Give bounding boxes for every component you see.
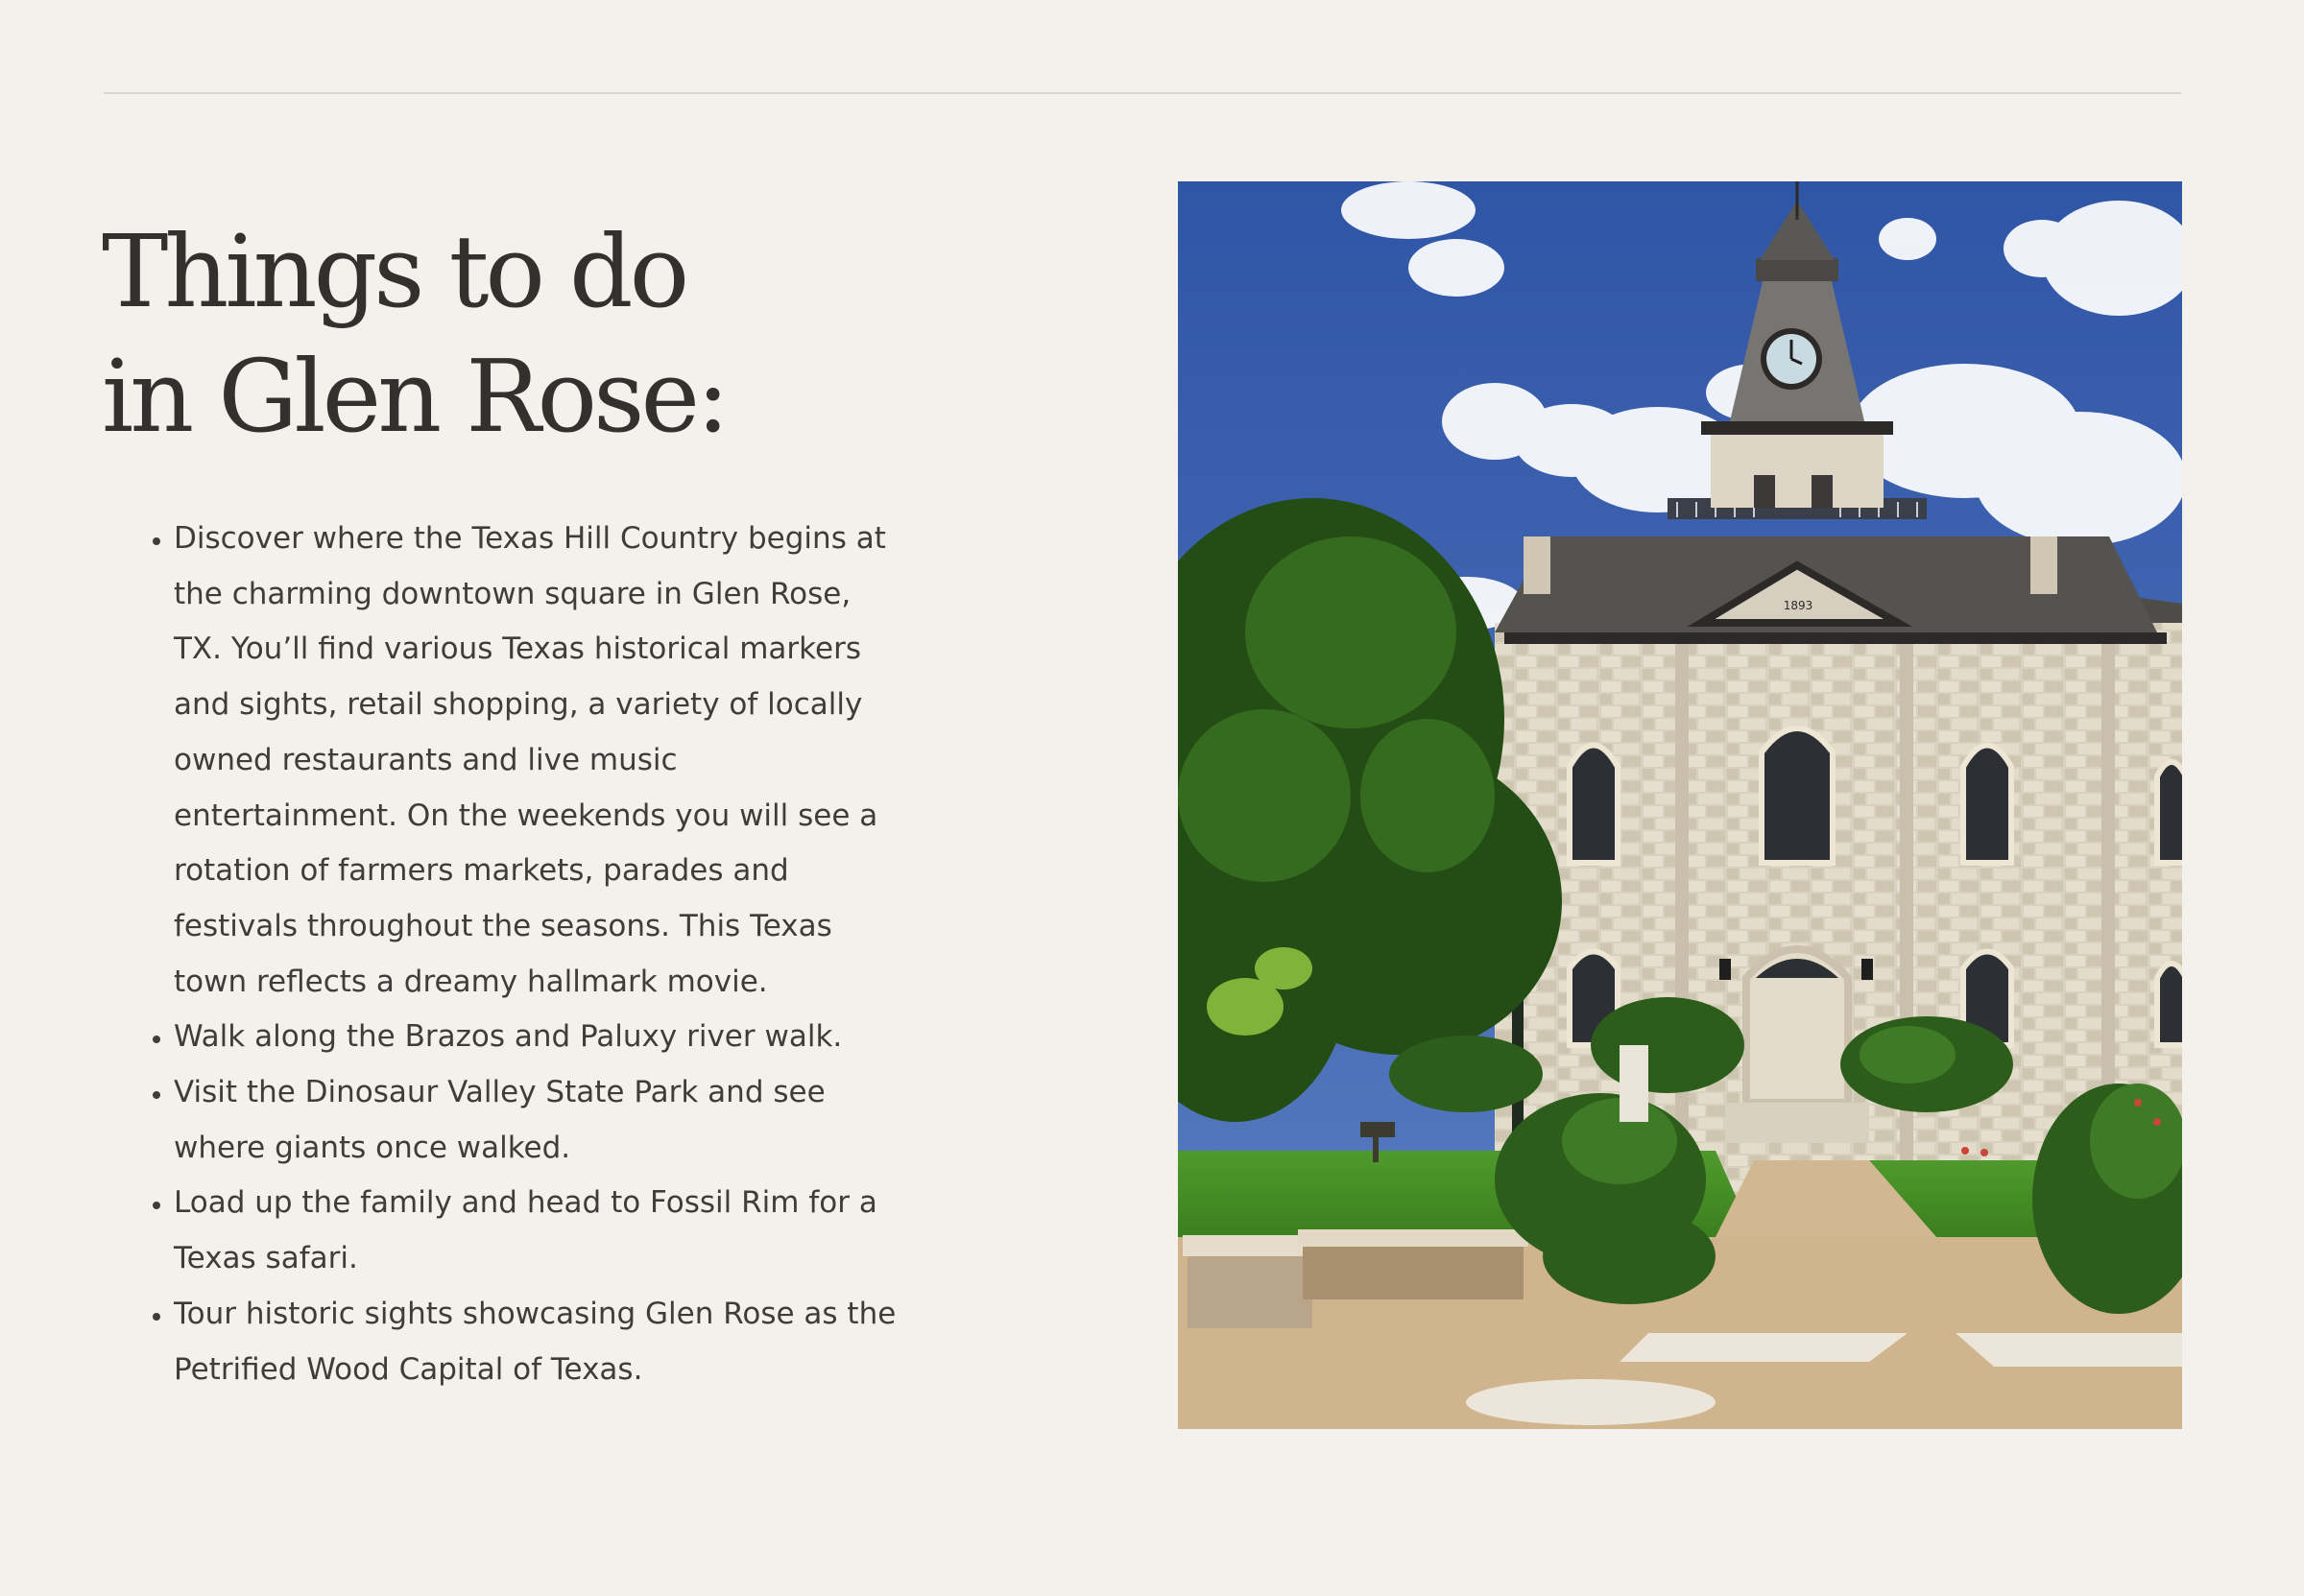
- top-divider: [104, 92, 2181, 94]
- list-item: • Load up the family and head to Fossil Rim for a Texas safari.: [174, 1176, 903, 1286]
- date-stone-text: 1893: [1783, 599, 1813, 612]
- heading-line-1: Things to do: [102, 213, 686, 330]
- page-heading: [102, 209, 966, 459]
- list-item: • Visit the Dinosaur Valley State Park and see where giants once walked.: [174, 1065, 903, 1176]
- activities-list: [136, 512, 903, 1397]
- list-item: • Tour historic sights showcasing Glen Rose as the Petrified Wood Capital of Texas.: [174, 1287, 903, 1397]
- list-item: • Walk along the Brazos and Paluxy river walk.: [174, 1010, 903, 1065]
- courthouse-photo: [1178, 181, 2182, 1429]
- list-item: • Discover where the Texas Hill Country begins at the charming downtown square in Glen Rose, TX. You’ll find various Texas historical markers and sights, retail shopping, a variety of locally owned restaurants and live music entertainment. On the weekends you will see a rotation of farmers markets, parades and festivals throughout the seasons. This Texas town reflects a dreamy hallmark movie.: [174, 512, 903, 1010]
- heading-line-2: in Glen Rose:: [102, 338, 727, 455]
